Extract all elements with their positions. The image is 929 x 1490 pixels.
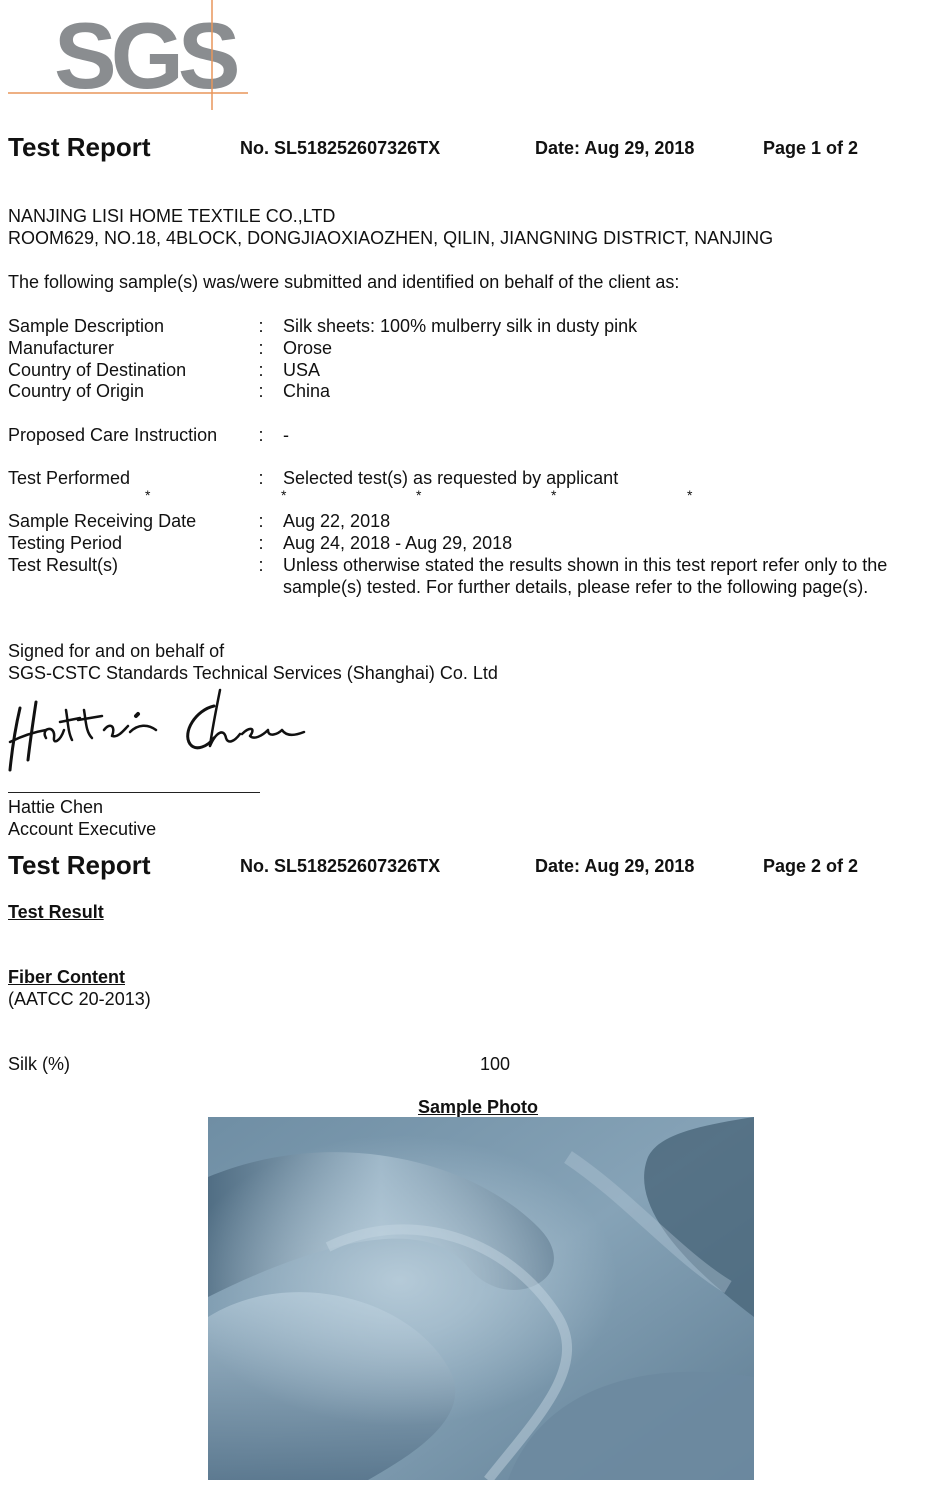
- intro-text: The following sample(s) was/were submitted and identified on behalf of the client as:: [8, 272, 680, 292]
- sgs-logo: [6, 0, 250, 112]
- signoff-company: SGS-CSTC Standards Technical Services (Shanghai) Co. Ltd: [8, 663, 498, 683]
- page-number: Page 1 of 2: [763, 138, 859, 158]
- field-colon: :: [258, 338, 264, 358]
- signoff-line1: Signed for and on behalf of: [8, 641, 225, 661]
- field-colon: :: [258, 425, 264, 445]
- sample-photo-heading: Sample Photo: [418, 1097, 539, 1117]
- field-colon: :: [258, 360, 264, 380]
- field-label: Proposed Care Instruction: [8, 425, 218, 445]
- test-result-heading: Test Result: [8, 902, 104, 922]
- signer-role: Account Executive: [8, 819, 157, 839]
- silk-fabric-photo: [208, 1117, 754, 1480]
- silk-label: Silk (%): [8, 1054, 70, 1074]
- field-value: Aug 24, 2018 - Aug 29, 2018: [283, 533, 513, 553]
- report-date: Date: Aug 29, 2018: [535, 138, 695, 158]
- sgs-logo-text: SGS: [54, 3, 235, 108]
- report-number: No. SL518252607326TX: [240, 856, 441, 876]
- field-label: Test Performed: [8, 468, 131, 488]
- field-colon: :: [258, 533, 264, 553]
- field-value: Aug 22, 2018: [283, 511, 391, 531]
- field-value: Selected test(s) as requested by applicant: [283, 468, 619, 488]
- field-label: Manufacturer: [8, 338, 115, 358]
- report-date: Date: Aug 29, 2018: [535, 856, 695, 876]
- client-address: ROOM629, NO.18, 4BLOCK, DONGJIAOXIAOZHEN, QILIN, JIANGNING DISTRICT, NANJING: [8, 228, 774, 248]
- field-value: Orose: [283, 338, 333, 358]
- signer-name: Hattie Chen: [8, 797, 104, 817]
- asterisk-mark: *: [551, 487, 557, 503]
- field-colon: :: [258, 468, 264, 488]
- field-label: Country of Destination: [8, 360, 187, 380]
- test-method: (AATCC 20-2013): [8, 989, 151, 1009]
- field-label: Sample Receiving Date: [8, 511, 197, 531]
- field-value: Silk sheets: 100% mulberry silk in dusty pink: [283, 316, 638, 336]
- report-number: No. SL518252607326TX: [240, 138, 441, 158]
- signature-line: [8, 792, 260, 793]
- asterisk-mark: *: [416, 487, 422, 503]
- field-value: China: [283, 381, 331, 401]
- field-colon: :: [258, 555, 264, 575]
- silk-value: 100: [480, 1054, 511, 1074]
- page-number: Page 2 of 2: [763, 856, 859, 876]
- field-value: Unless otherwise stated the results shown in this test report refer only to the: [283, 555, 888, 575]
- asterisk-mark: *: [687, 487, 693, 503]
- field-label: Sample Description: [8, 316, 165, 336]
- asterisk-mark: *: [145, 487, 151, 503]
- field-label: Country of Origin: [8, 381, 145, 401]
- field-colon: :: [258, 381, 264, 401]
- field-label: Test Result(s): [8, 555, 119, 575]
- client-name: NANJING LISI HOME TEXTILE CO.,LTD: [8, 206, 336, 226]
- fiber-content-heading: Fiber Content: [8, 967, 125, 987]
- field-label: Testing Period: [8, 533, 123, 553]
- field-value-continued: sample(s) tested. For further details, please refer to the following page(s).: [283, 577, 869, 597]
- field-value: USA: [283, 360, 321, 380]
- signature: [6, 680, 316, 780]
- asterisk-mark: *: [281, 487, 287, 503]
- field-colon: :: [258, 316, 264, 336]
- field-colon: :: [258, 511, 264, 531]
- page-title: Test Report: [8, 132, 151, 162]
- page-title: Test Report: [8, 850, 151, 880]
- field-value: -: [283, 425, 289, 445]
